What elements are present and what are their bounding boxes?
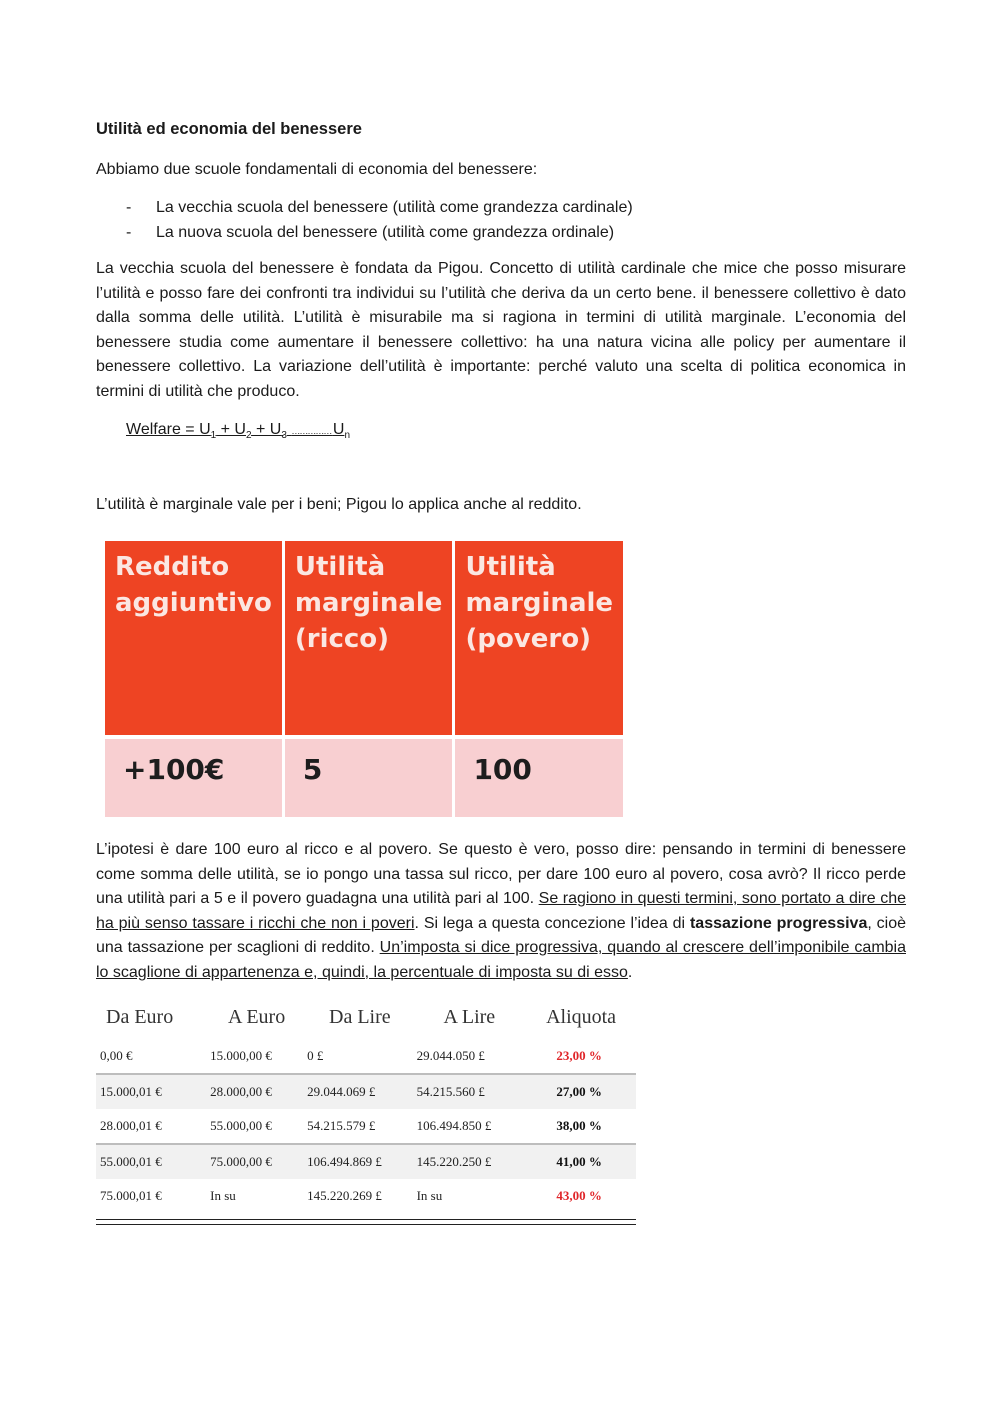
rate-cell: 41,00 %	[522, 1144, 636, 1179]
table-header-row	[96, 996, 636, 1039]
cell: In su	[210, 1188, 236, 1203]
progressive-tax-paragraph: L’ipotesi è dare 100 euro al ricco e al povero. Se questo è vero, posso dire: pensando in termini di benessere come somma delle utilità, se io pongo una tassa sul ricco, per dare 100 euro al povero, cosa avrò? Il ricco perde una utilità pari a 5 e il povero guadagna una utilità pari al 100. Se ragiono in questi termini, sono portato a dire che ha più senso tassare i ricchi che non i poveri. Si lega a questa concezione l’idea di tassazione progressiva, cioè una tassazione per scaglioni di reddito. Un’imposta si dice progressiva, quando al crescere dell’imponibile cambia lo scaglione di appartenenza e, quindi, la percentuale di imposta su di esso.	[96, 841, 907, 981]
cell: 75.000,01 €	[100, 1188, 162, 1203]
cell-utilita-povero: 100	[454, 737, 623, 817]
cell: 106.494.850 £	[416, 1118, 492, 1133]
cell: 54.215.560 £	[413, 1074, 523, 1109]
table-row	[96, 1144, 636, 1179]
table-row	[96, 1074, 636, 1109]
list-dash: -	[126, 199, 132, 216]
cell: 15.000,00 €	[210, 1048, 272, 1063]
table-row	[96, 1109, 636, 1144]
cell: 55.000,00 €	[210, 1118, 272, 1133]
cell: 29.044.050 £	[416, 1048, 485, 1063]
header-a-euro: A Euro	[227, 1006, 286, 1028]
section-heading: Utilità ed economia del benessere	[96, 120, 362, 138]
header-da-euro: Da Euro	[106, 1006, 174, 1028]
header-reddito-aggiuntivo: Reddito aggiuntivo	[105, 541, 283, 737]
rate-cell: 27,00 %	[522, 1074, 636, 1109]
header-da-lire: Da Lire	[329, 1006, 391, 1028]
rate-cell: 38,00 %	[556, 1118, 602, 1133]
list-dash: -	[126, 224, 132, 241]
cell: 0 £	[307, 1048, 324, 1063]
cell: 0,00 €	[100, 1048, 133, 1063]
cell: 29.044.069 £	[303, 1074, 413, 1109]
list-item	[126, 195, 633, 220]
cell-reddito: +100€	[105, 737, 283, 817]
header-aliquota: Aliquota	[546, 1006, 617, 1028]
cell: In su	[416, 1188, 443, 1203]
cell: 75.000,00 €	[206, 1144, 303, 1179]
cell: 28.000,01 €	[100, 1118, 162, 1133]
cell: 145.220.250 £	[413, 1144, 523, 1179]
table-row	[105, 737, 623, 817]
table-row	[96, 1179, 636, 1213]
intro-paragraph: Abbiamo due scuole fondamentali di economia del benessere:	[96, 161, 538, 178]
cell: 106.494.869 £	[303, 1144, 413, 1179]
table-bottom-rule	[96, 1219, 636, 1225]
rate-cell: 43,00 %	[556, 1188, 602, 1203]
pigou-paragraph: La vecchia scuola del benessere è fondata da Pigou. Concetto di utilità cardinale che mice che posso misurare l’utilità e posso fare dei confronti tra individui su l’utilità che deriva da un certo bene. il benessere collettivo è dato dalla somma delle utilità. L’utilità è misurabile ma si ragiona in termini di utilità marginale. L’economia del benessere studia come aumentare il benessere collettivo: ha una natura vicina alle policy per aumentare il benessere collettivo. La variazione dell’utilità è importante: perché valuto una scelta di politica economica in termini di utilità che produco.	[96, 260, 906, 400]
list-item-text: La vecchia scuola del benessere (utilità come grandezza cardinale)	[156, 199, 633, 216]
welfare-formula: Welfare = $U_1 + U_2 + U_3$ …………… $U_n$	[126, 421, 350, 442]
list-item	[126, 220, 633, 245]
tax-bracket-table	[96, 996, 636, 1213]
school-list	[126, 195, 633, 245]
marginal-utility-table	[105, 541, 623, 817]
cell-utilita-ricco: 5	[283, 737, 454, 817]
header-utilita-povero: Utilità marginale (povero)	[454, 541, 623, 737]
list-item-text: La nuova scuola del benessere (utilità come grandezza ordinale)	[156, 224, 615, 241]
cell: 54.215.579 £	[307, 1118, 376, 1133]
header-a-lire: A Lire	[443, 1006, 496, 1028]
cell: 28.000,00 €	[206, 1074, 303, 1109]
table-row	[96, 1039, 636, 1074]
cell: 145.220.269 £	[307, 1188, 382, 1203]
rate-cell: 23,00 %	[556, 1048, 602, 1063]
marginal-utility-note: L’utilità è marginale vale per i beni; Pigou lo applica anche al reddito.	[96, 496, 582, 513]
cell: 15.000,01 €	[96, 1074, 206, 1109]
cell: 55.000,01 €	[96, 1144, 206, 1179]
table-header-row	[105, 541, 623, 737]
header-utilita-ricco: Utilità marginale (ricco)	[283, 541, 454, 737]
